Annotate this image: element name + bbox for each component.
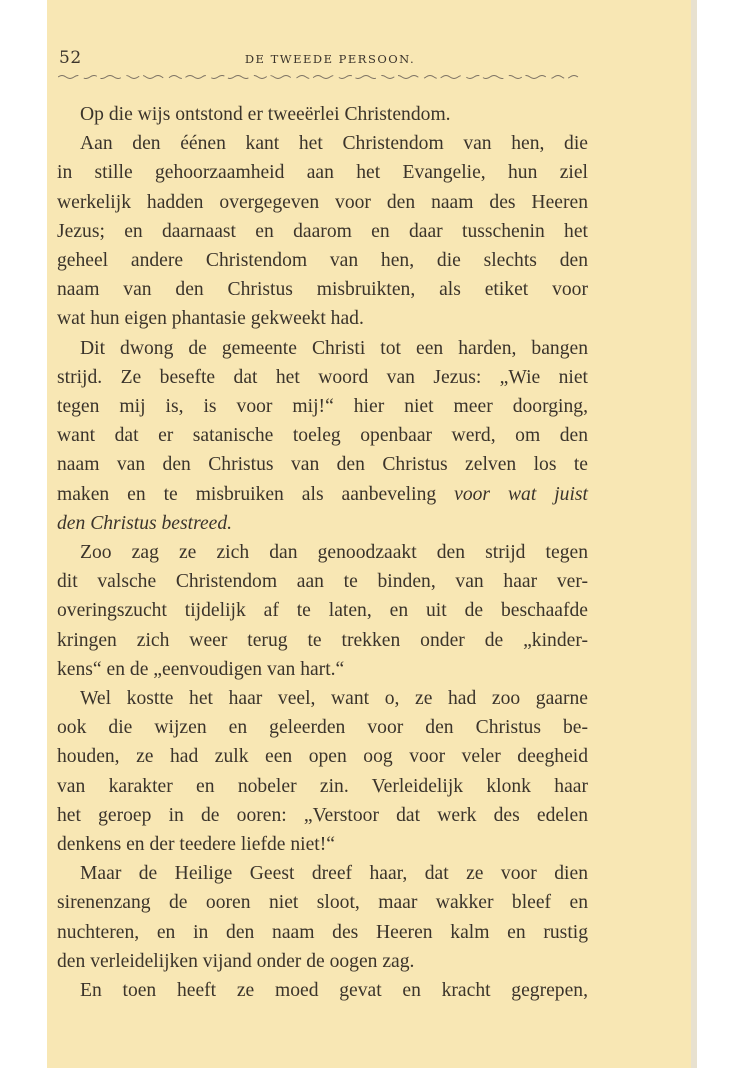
text-line: Maar de Heilige Geest dreef haar, dat ze voor dien [80, 863, 588, 885]
page-number: 52 [59, 48, 82, 68]
text-line: Zoo zag ze zich dan genoodzaakt den strijd tegen [80, 542, 588, 564]
text-line: van karakter en nobeler zin. Verleidelijk klonk haar [57, 775, 588, 797]
italic-phrase: voor wat juist [454, 483, 588, 505]
paragraph-5 [57, 684, 588, 859]
text-line: sirenenzang de ooren niet sloot, maar wakker bleef en [57, 892, 588, 914]
running-head: DE TWEEDE PERSOON. [244, 52, 416, 66]
page-edge [691, 0, 697, 1068]
text-line: Wel kostte het haar veel, want o, ze had zoo gaarne [80, 688, 588, 710]
text-line: wat hun eigen phantasie gekweekt had. [57, 308, 364, 330]
text-line: kringen zich weer terug te trekken onder de „kinder- [57, 629, 588, 651]
text-line: werkelijk hadden overgegeven voor den naam des Heeren [57, 191, 588, 213]
body-text [57, 100, 588, 1005]
header-ornamental-rule [58, 71, 582, 81]
text-segment: maken en te misbruiken als aanbeveling [57, 483, 437, 505]
text-line [57, 509, 588, 538]
text-line: tegen mij is, is voor mij!“ hier niet meer doorging, [57, 396, 588, 418]
paragraph-7 [57, 976, 588, 1005]
paragraph-4 [57, 538, 588, 684]
text-line: want dat er satanische toeleg openbaar werd, om den [57, 425, 588, 447]
text-line: ook die wijzen en geleerden voor den Christus be- [57, 717, 588, 739]
text-line: houden, ze had zulk een open oog voor veler deegheid [57, 746, 588, 768]
paragraph-2 [57, 129, 588, 333]
text-line: dit valsche Christendom aan te binden, van haar ver- [57, 571, 588, 593]
text-line: in stille gehoorzaamheid aan het Evangelie, hun ziel [57, 162, 588, 184]
text-line: En toen heeft ze moed gevat en kracht gegrepen, [80, 980, 588, 1002]
text-line: geheel andere Christendom van hen, die slechts den [57, 250, 588, 272]
text-line: den verleidelijken vijand onder de oogen zag. [57, 950, 415, 972]
paragraph-6 [57, 859, 588, 976]
text-line: Op die wijs ontstond er tweeërlei Christendom. [80, 104, 451, 125]
paragraph-3 [57, 334, 588, 538]
text-line: strijd. Ze besefte dat het woord van Jezus: „Wie niet [57, 366, 588, 388]
text-line: naam van den Christus misbruikten, als etiket voor [57, 279, 588, 301]
text-line: Aan den éénen kant het Christendom van hen, die [80, 133, 588, 155]
text-line: Dit dwong de gemeente Christi tot een harden, bangen [80, 337, 588, 359]
text-line: het geroep in de ooren: „Verstoor dat werk des edelen [57, 804, 588, 826]
text-line: Jezus; en daarnaast en daarom en daar tusschenin het [57, 220, 588, 242]
text-line: overingszucht tijdelijk af te laten, en uit de beschaafde [57, 600, 588, 622]
text-line: kens“ en de „eenvoudigen van hart.“ [57, 658, 345, 680]
text-line: nuchteren, en in den naam des Heeren kalm en rustig [57, 921, 588, 943]
text-line: denkens en der teedere liefde niet!“ [57, 834, 335, 856]
paragraph-1 [57, 100, 588, 129]
text-line: naam van den Christus van den Christus zelven los te [57, 454, 588, 476]
text-line [57, 480, 588, 509]
italic-phrase: den Christus bestreed. [57, 512, 233, 534]
